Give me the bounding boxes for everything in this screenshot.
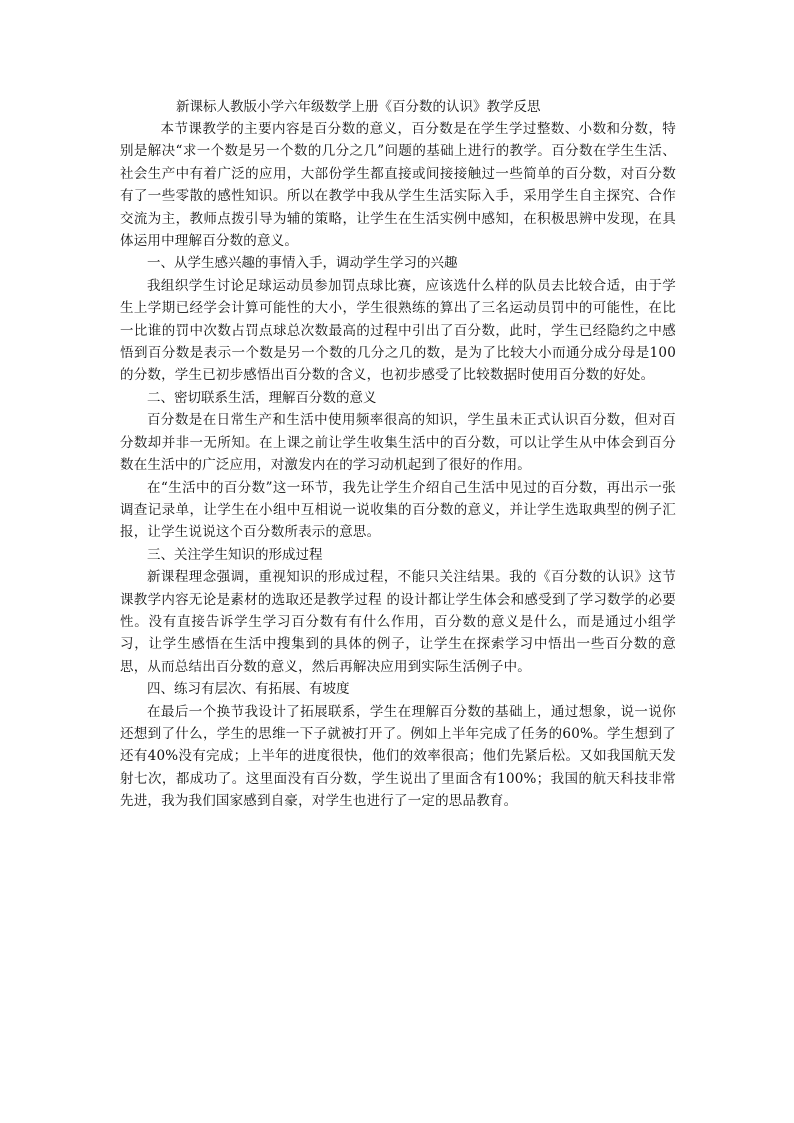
section-2-paragraph-2: 在“生活中的百分数”这一环节，我先让学生介绍自己生活中见过的百分数，再出示一张调查记录单，让学生在小组中互相说一说收集的百分数的意义，并让学生选取典型的例子汇报，让学生说说这个百分数所表示的意思。 — [120, 479, 676, 541]
section-heading-2: 二、密切联系生活，理解百分数的意义 — [147, 389, 377, 406]
section-3-paragraph-1: 新课程理念强调，重视知识的形成过程，不能只关注结果。我的《百分数的认识》这节课教学内容无论是素材的选取还是教学过程 的设计都让学生体会和感受到了学习数学的必要性。没有直接告诉学生学习百分数有有什么作用，百分数的意义是什么，而是通过小组学习，让学生感悟在生活中搜集到的具体的例子，让学生在探索学习中悟出一些百分数的意思，从而总结出百分数的意义，然后再解决应用到实际生活例子中。 — [120, 569, 676, 675]
section-2-paragraph-1: 百分数是在日常生产和生活中使用频率很高的知识，学生虽未正式认识百分数，但对百分数却并非一无所知。在上课之前让学生收集生活中的百分数，可以让学生从中体会到百分数在生活中的广泛应用，对激发内在的学习动机起到了很好的作用。 — [120, 412, 676, 474]
section-heading-1: 一、从学生感兴趣的事情入手，调动学生学习的兴趣 — [147, 255, 458, 272]
document-page — [120, 96, 676, 813]
section-4-paragraph-1: 在最后一个换节我设计了拓展联系，学生在理解百分数的基础上，通过想象，说一说你还想到了什么，学生的思维一下子就被打开了。例如上半年完成了任务的60%。学生想到了还有40%没有完成；上半年的进度很快，他们的效率很高；他们先紧后松。又如我国航天发射七次，都成功了。这里面没有百分数，学生说出了里面含有100%；我国的航天科技非常先进，我为我们国家感到自豪，对学生也进行了一定的思品教育。 — [120, 703, 676, 810]
section-heading-4: 四、练习有层次、有拓展、有坡度 — [147, 681, 350, 698]
document-title: 新课标人教版小学六年级数学上册《百分数的认识》教学反思 — [176, 99, 541, 115]
intro-paragraph: 本节课教学的主要内容是百分数的意义，百分数是在学生学过整数、小数和分数，特别是解决“求一个数是另一个数的几分之几”问题的基础上进行的教学。百分数在学生生活、社会生产中有着广泛的应用，大部份学生都直接或间接接触过一些简单的百分数，对百分数有了一些零散的感性知识。所以在教学中我从学生生活实际入手，采用学生自主探究、合作交流为主，教师点拨引导为辅的策略，让学生在生活实例中感知，在积极思辨中发现，在具体运用中理解百分数的意义。 — [120, 121, 676, 250]
section-1-paragraph-1: 我组织学生讨论足球运动员参加罚点球比赛，应该选什么样的队员去比较合适，由于学生上学期已经学会计算可能性的大小，学生很熟练的算出了三名运动员罚中的可能性，在比一比谁的罚中次数占罚点球总次数最高的过程中引出了百分数，此时，学生已经隐约之中感悟到百分数是表示一个数是另一个数的几分之几的数，是为了比较大小而通分成分母是100的分数，学生已初步感悟出百分数的含义，也初步感受了比较数据时使用百分数的好处。 — [120, 277, 676, 384]
section-heading-3: 三、关注学生知识的形成过程 — [147, 546, 323, 563]
